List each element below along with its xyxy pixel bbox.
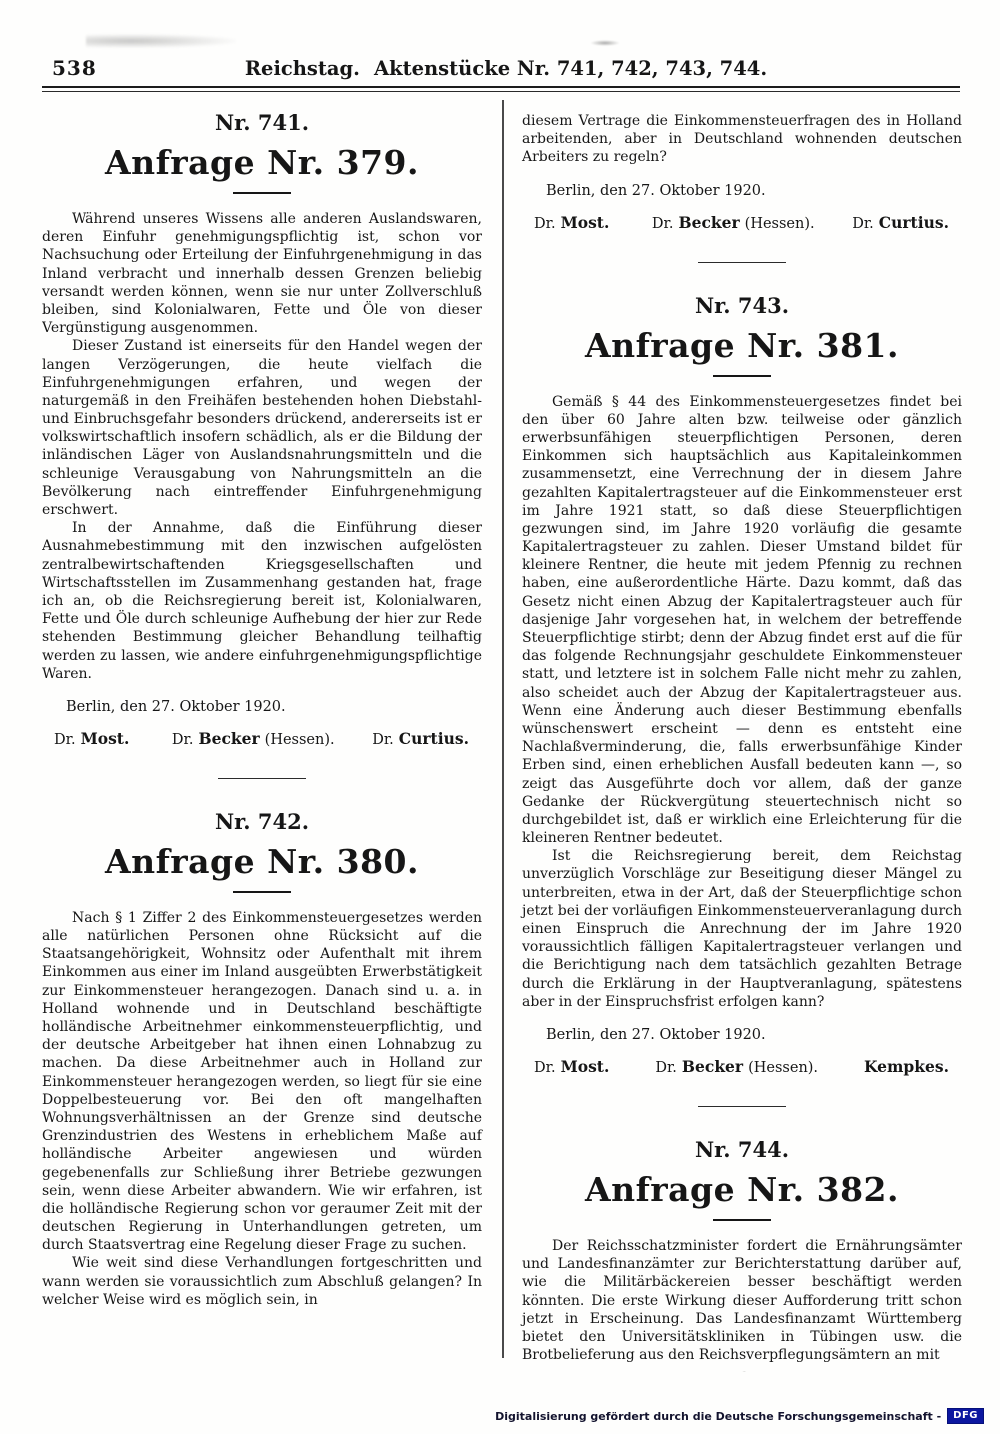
running-title-part2: Aktenstücke Nr. 741, 742, 743, 744. [373,57,768,80]
paragraph: Dieser Zustand ist einerseits für den Handel wegen der langen Verzögerungen, die heute vielfach die Einfuhrgenehmigungen erfahren, und wegen der naturgemäß in den Freihäfen bestehenden hohen Diebstahl- und Einbruchsgefahr besonders drückend, andererseits ist er volkswirtschaftlich insofern schädlich, als er die Bildung der inländischen Läger von Auslandsnahrungsmitteln und die schleunige Verausgabung von Nahrungsmitteln an die Bevölkerung nach eintreffender Einfuhrgenehmigung erschwert. [42,338,482,518]
section-divider [218,778,306,779]
paragraph-continuation: diesem Vertrage die Einkommensteuerfragen des in Holland arbeitenden, aber in Deutschland wohnenden deutschen Arbeiters zu regeln? [522,113,962,166]
title-divider [713,1219,771,1221]
section-anfrage-742-continuation [522,112,962,232]
signature: Dr. Becker (Hessen). [171,728,335,748]
section-number: Nr. 741. [214,110,310,135]
title-divider [713,375,771,377]
signature-row [522,211,962,232]
paragraph: Der Reichsschatzminister fordert die Ernährungsämter und Landesfinanzämter zur Berichterstattung darüber auf, wie die Militärbäckereien besser beschäftigt werden könnten. Die erste Wirkung dieser Aufforderung tritt schon jetzt in Erscheinung. Das Landesfinanzamt Württemberg bietet den Universitätskliniken in Tübingen usw. die Brotbelieferung aus den Reichsverpflegungsämtern an mit [522,1237,962,1364]
section-anfrage-741 [42,110,482,748]
page-number: 538 [52,56,97,80]
paragraph: Wie weit sind diese Verhandlungen fortgeschritten und wann werden sie voraussichtlich zum Abschluß gelangen? In welcher Weise wird es möglich sein, in [42,1255,482,1308]
section-divider [698,262,786,263]
credit-text: Digitalisierung gefördert durch die Deutsche Forschungsgemeinschaft - [495,1409,942,1423]
ink-blot-artifact [735,1371,749,1372]
section-title: Anfrage Nr. 381. [585,325,899,365]
signature: Dr. Most. [54,728,130,748]
signature: Dr. Most. [534,212,610,232]
dateline: Berlin, den 27. Oktober 1920. [546,1026,766,1043]
paragraph: Nach § 1 Ziffer 2 des Einkommensteuergesetzes werden alle natürlichen Personen ohne Rücksicht auf die Staatsangehörigkeit, Wohnsitz oder Aufenthalt mit ihrem Einkommen aus einer im Inland ausgeübten Erwerbstätigkeit zur Einkommensteuer herangezogen. Danach sind u. a. in Holland wohnende und in Deutschland beschäftigte holländische Arbeitnehmer einkommensteuerpflichtig, und der deutsche Arbeitgeber hat ihnen einen Lohnabzug zu machen. Da diese Arbeitnehmer auch in Holland zur Einkommensteuer herangezogen werden, so liegt für sie eine Doppelbesteuerung vor. Bei den oft mangelhaften Wohnungsverhältnissen an der Grenze sind deutsche Grenzindustrien des Westens in erheblichem Maße auf holländische Arbeiter angewiesen und würden gegebenenfalls zur Schließung ihrer Betriebe gezwungen sein, wenn diese Arbeiter abwandern. Wie wir erfahren, ist die holländische Regierung schon vor geraumer Zeit mit der deutschen Regierung in Unterhandlungen getreten, um durch Staatsvertrag eine Regelung dieser Frage zu suchen. [42,909,482,1254]
right-column [502,100,962,1372]
title-divider [233,891,291,893]
section-divider [698,1106,786,1107]
column-divider-rule [502,100,504,1358]
left-column [42,100,502,1372]
paragraph: In der Annahme, daß die Einführung dieser Ausnahmebestimmung mit den inzwischen aufgelösten zentralbewirtschaftenden Kriegsgesellschaften und Wirtschaftsstellen im Zusammenhang gestanden hat, frage ich an, ob die Reichsregierung bereit ist, Kolonialwaren, Fette und Öle durch schleunige Aufhebung der hier zur Rede stehenden Bestimmung gleicher Behandlung teilhaftig werden zu lassen, wie andere einfuhrgenehmigungspflichtige Waren. [42,520,482,682]
signature: Kempkes. [864,1056,949,1076]
paragraph: Ist die Reichsregierung bereit, dem Reichstag unverzüglich Vorschläge zur Beseitigung dieser Mängel zu unterbreiten, etwa in der Art, daß der Steuerpflichtige schon jetzt bei der vorläufigen Einkommensteuerveranlagung durch einen Einspruch die Anrechnung der im Jahre 1920 voraussichtlich fälligen Kapitalertragsteuer verlangen und die Berichtigung nach dem tatsächlich gezahlten Betrage durch die Erklärung in der Hauptveranlagung, spätestens aber in der Einspruchsfrist erfolgen kann? [522,848,962,1010]
section-anfrage-744 [522,1137,962,1372]
running-title [182,57,830,80]
signature: Dr. Curtius. [852,212,949,232]
signature-row [522,1055,962,1076]
section-number: Nr. 744. [694,1136,790,1162]
dateline: Berlin, den 27. Oktober 1920. [546,182,766,199]
two-column-body [42,100,962,1372]
section-anfrage-743 [522,293,962,1076]
section-title: Anfrage Nr. 379. [105,143,419,182]
signature-row [42,727,482,748]
section-number: Nr. 742. [214,808,310,834]
signature: Dr. Becker (Hessen). [655,1056,819,1076]
dfg-logo: DFG [947,1408,984,1424]
paragraph: Gemäß § 44 des Einkommensteuergesetzes findet bei den über 60 Jahre alten bzw. teilweise oder gänzlich erwerbsunfähigen steuerpflichtigen Personen, deren Einkommen sich hauptsächlich aus Kapitaleinkommen zusammensetzt, eine Verrechnung der in diesem Jahre gezahlten Kapitalertragsteuer auf die Einkommensteuer erst im Jahre 1921 statt, so daß diese Steuerpflichtigen gezwungen sind, im Jahre 1920 vorläufig die gesamte Kapitalertragsteuer zu zahlen. Dieser Umstand bildet für kleinere Rentner, die heute mit jedem Pfennig zu rechnen haben, eine außerordentliche Härte. Dazu kommt, daß das Gesetz nicht einen Abzug der Kapitalertragsteuer auch für dasjenige Jahr vorgesehen hat, in welchem der betreffende Steuerpflichtige stirbt; denn der Abzug findet erst auf die für das folgende Rechnungsjahr geschuldete Einkommensteuer statt, und letztere ist in solchem Falle nicht mehr zu zahlen, also scheidet auch der Abzug der Kapitalertragsteuer aus. Wenn eine Änderung auch dieser Bestimmung ebenfalls wünschenswert erscheint — denn es entsteht eine Nachlaßverminderung, die, falls erwerbsunfähige Kinder Erben sind, einen erheblichen Ausfall bedeuten kann —, so zeigt das Ausgeführte doch vor allem, daß der ganze Gedanke der Rückvergütung steuertechnisch nicht so durchgebildet ist, daß er wirklich eine Erleichterung für die kleineren Rentner bedeutet. [522,393,962,847]
scan-artifact [590,40,620,46]
header-double-rule [42,86,960,92]
paragraph: Während unseres Wissens alle anderen Auslandswaren, deren Einfuhr genehmigungspflichtig ist, schon vor Nachsuchung oder Erteilung der Einfuhrgenehmigung in das Inland verbracht und innerhalb dessen Grenzen beliebig versandt werden können, wenn sie nur unter Zollverschluß bleiben, sind Kolonialwaren, Fette und Öle von dieser Vergünstigung ausgenommen. [42,211,482,337]
section-number: Nr. 743. [694,292,790,318]
signature: Dr. Most. [534,1056,610,1076]
dateline: Berlin, den 27. Oktober 1920. [66,698,286,715]
signature: Dr. Curtius. [372,728,469,748]
signature: Dr. Becker (Hessen). [651,212,815,232]
title-divider [233,192,291,194]
section-title: Anfrage Nr. 380. [105,841,419,881]
digitization-credit [495,1408,984,1424]
section-title: Anfrage Nr. 382. [585,1169,899,1209]
scan-artifact [86,34,236,48]
section-anfrage-742 [42,809,482,1309]
running-title-part1: Reichstag. [244,57,360,80]
